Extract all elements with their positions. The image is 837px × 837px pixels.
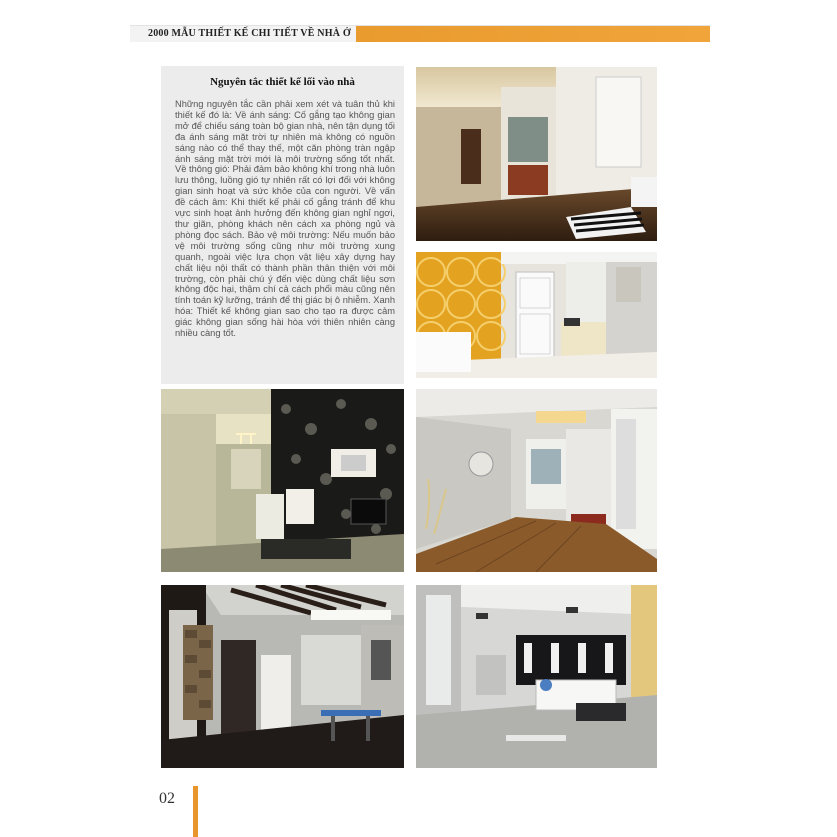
book-title: 2000 MẪU THIẾT KẾ CHI TIẾT VỀ NHÀ Ở <box>148 28 351 39</box>
running-header <box>130 25 710 42</box>
photo-wood-floor-hallway <box>416 389 657 572</box>
photo-black-floral-entry <box>161 389 404 572</box>
photo-yellow-wall-entry <box>416 252 657 378</box>
photo-dark-beam-ceiling <box>161 585 404 768</box>
page-number-accent-bar <box>193 786 198 837</box>
photo-white-living-room <box>416 585 657 768</box>
article-body: Những nguyên tắc cần phải xem xét và tuân thủ khi thiết kế đó là: Về ánh sáng: Cố gắng tạo không gian mở để chiếu sáng toàn bộ gian nhà, nên tận dụng tối đa ánh sáng mặt trời tự nhiên mà không có nguồn sáng nào có thể thay thế, một căn phòng tràn ngập ánh sáng mặt trời mới là môi trường sống tốt nhất. Về thông gió: Phải đảm bảo không khí trong nhà luôn lưu thông, luồng gió tự nhiên rất có lợi đối với không gian sinh hoạt và sức khỏe của con người. Về vấn đề cách âm: Khi thiết kế phải cố gắng tránh để khu vực sinh hoạt ảnh hưởng đến không gian nghỉ ngơi, thư giãn, phòng khách nên cách xa phòng ngủ và phòng đọc sách. Bảo vệ môi trường: Nếu muốn bảo vệ môi trường sống cũng như môi trường xung quanh, ngoài việc lựa chọn vật liệu xây dựng hay chất liệu nội thất có thành phần thân thiện với môi trường, còn phải chú ý đến việc dùng chất liệu sơn không độc hại, thậm chí cả cách phối màu cũng nên tính toán kỹ lưỡng, tránh để thị giác bị ô nhiễm. Xanh hóa: Thiết kế không gian sao cho tạo ra được cảm giác không gian sống hài hòa với thiên nhiên càng nhiều càng tốt. <box>175 99 395 339</box>
page-number: 02 <box>159 790 175 807</box>
article-title: Nguyên tắc thiết kế lối vào nhà <box>210 76 355 88</box>
article-box <box>161 66 404 384</box>
photo-entrance-hallway <box>416 67 657 241</box>
